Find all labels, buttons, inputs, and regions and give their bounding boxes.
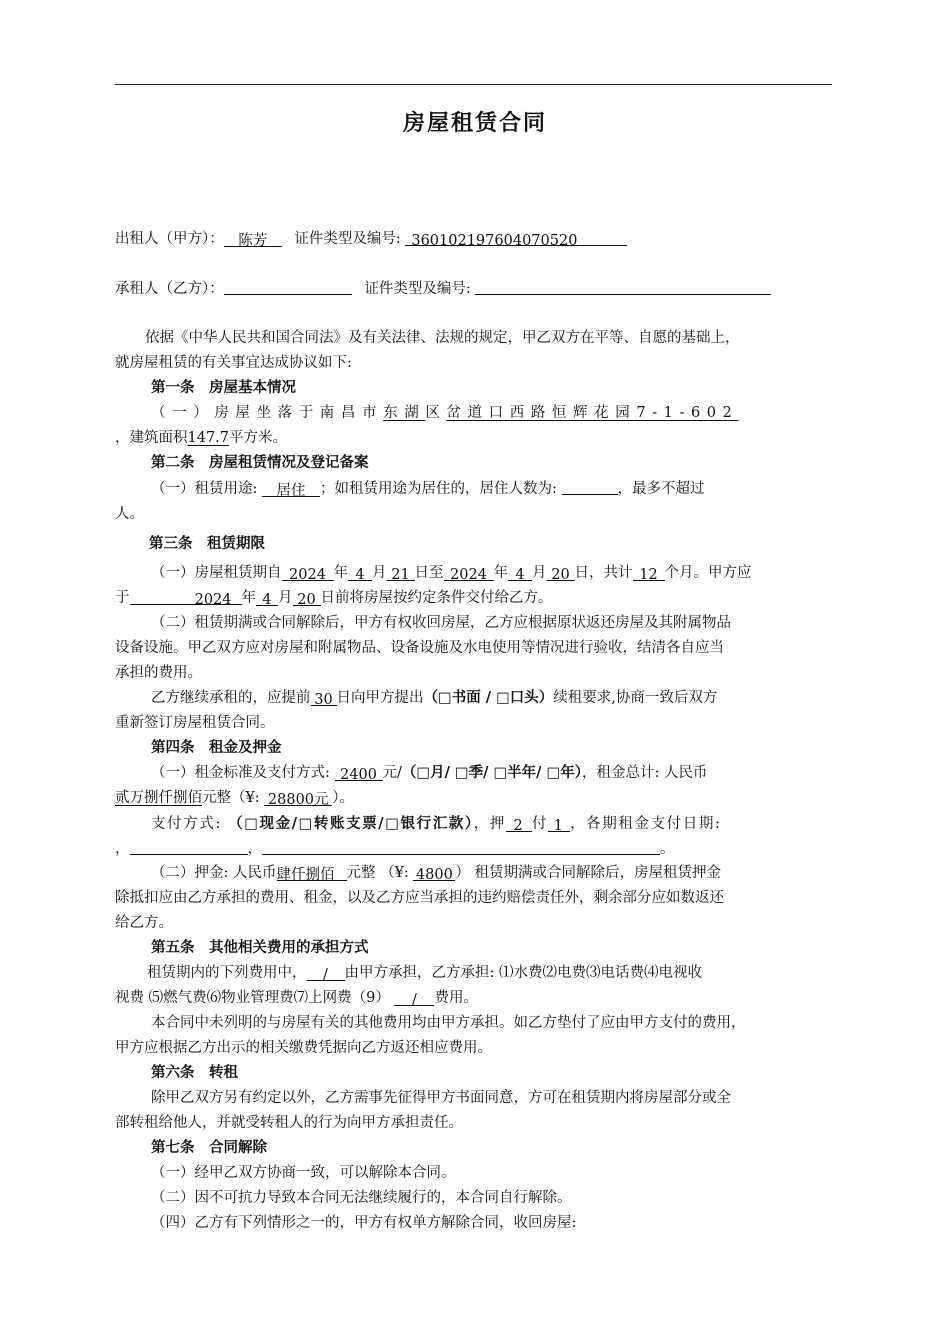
deliver-month-field[interactable]: 4 (256, 589, 278, 606)
address-field[interactable]: 岔道口西路恒辉花园7-1-602 (446, 405, 739, 421)
article-4-heading: 第四条 租金及押金 (151, 739, 282, 756)
lessee-id-field[interactable] (475, 278, 771, 295)
lessor-fees-field[interactable]: / (307, 964, 345, 981)
end-day-field[interactable]: 20 (547, 564, 575, 581)
article-6-body-2: 部转租给他人，并就受转租人的行为向甲方承担责任。 (115, 1115, 463, 1131)
payment-method-options[interactable]: （□现金/□转账支票/□银行汇款） (228, 815, 474, 832)
article-1-location: （一）房屋坐落于南昌市东湖区岔道口西路恒辉花园7-1-602 (151, 405, 739, 421)
article-5-other-1: 本合同中未列明的与房屋有关的其他费用均由甲方承担。如乙方垫付了应由甲方支付的费用， (151, 1015, 746, 1031)
end-month-field[interactable]: 4 (508, 564, 532, 581)
lessor-line: 出租人（甲方）： 陈芳 证件类型及编号: 360102197604070520 (115, 228, 832, 250)
page-title: 房屋租赁合同 (402, 110, 547, 136)
lessor-name-field[interactable]: 陈芳 (224, 230, 282, 247)
article-6-heading: 第六条 转租 (151, 1064, 238, 1081)
article-3-return-1: （二）租赁期满或合同解除后，甲方有权收回房屋，乙方应根据原状返还房屋及其附属物品 (151, 615, 731, 631)
top-rule (115, 84, 832, 85)
months-field[interactable]: 12 (633, 564, 665, 581)
article-5-fees-1: 租赁期内的下列费用中， / 由甲方承担，乙方承担: ⑴水费⑵电费⑶电话费⑷电视收 (147, 965, 702, 983)
pay-months-field[interactable]: 1 (548, 815, 570, 832)
rent-field[interactable]: 2400 (335, 764, 383, 781)
deposit-cn-field[interactable]: 肆仟捌佰 (277, 864, 347, 881)
article-3-renew: 乙方继续承租的，应提前 30 日向甲方提出（□书面 / □口头）续租要求,协商一致后双方 (151, 689, 718, 708)
article-2-cont: 人。 (115, 506, 144, 522)
article-4-total: 贰万捌仟捌佰元整（¥: 28800元 ）。 (115, 790, 354, 808)
other-fee-field[interactable]: / (394, 989, 434, 1006)
article-5-heading: 第五条 其他相关费用的承担方式 (151, 939, 369, 956)
lessee-name-field[interactable] (224, 278, 352, 295)
article-3-return-3: 承担的费用。 (115, 665, 202, 681)
deposit-num-field[interactable]: 4800 (413, 864, 455, 881)
intro-line-1: 依据《中华人民共和国合同法》及有关法律、法规的规定，甲乙双方在平等、自愿的基础上， (145, 330, 740, 346)
intro-line-2: 就房屋租赁的有关事宜达成协议如下: (115, 355, 352, 371)
article-1-heading: 第一条 房屋基本情况 (151, 379, 296, 396)
article-3-delivery: 于 2024 年 4 月 20 日前将房屋按约定条件交付给乙方。 (115, 590, 553, 608)
deposit-months-field[interactable]: 2 (506, 815, 532, 832)
article-5-other-2: 甲方应根据乙方出示的相关缴费凭据向乙方返还相应费用。 (115, 1040, 492, 1056)
rent-period-options[interactable]: （□月/ □季/ □半年/ □年） (401, 764, 582, 781)
article-3-renew-2: 重新签订房屋租赁合同。 (115, 715, 275, 731)
article-4-payment: 支付方式: （□现金/□转账支票/□银行汇款），押 2 付 1 ，各期租金支付日期: (151, 815, 722, 834)
lessor-id-field[interactable]: 360102197604070520 (405, 230, 627, 246)
article-2-heading: 第二条 房屋租赁情况及登记备案 (151, 454, 369, 471)
end-year-field[interactable]: 2024 (444, 564, 494, 581)
article-3-term: （一）房屋租赁期自 2024 年 4 月 21 日至 2024 年 4 月 20 日，共计 12 个月。甲方应 (151, 565, 752, 583)
article-4-rent: （一）租金标准及支付方式: 2400 元/（□月/ □季/ □半年/ □年），租金总计: 人民币 (151, 764, 708, 783)
area-field[interactable]: 147.7 (187, 430, 230, 446)
article-3-return-2: 设备设施。甲乙双方应对房屋和附属物品、设备设施及水电使用等情况进行验收，结清各自应当 (115, 640, 724, 656)
article-2-use: （一）租赁用途: 居住 ；如租赁用途为居住的，居住人数为: ，最多不超过 (115, 478, 832, 500)
pay-date-1-field[interactable] (130, 838, 248, 855)
article-7-item-4: （四）乙方有下列情形之一的，甲方有权单方解除合同，收回房屋: (151, 1215, 577, 1231)
article-4-pay-dates: ， ， 。 (115, 838, 832, 860)
start-day-field[interactable]: 21 (387, 564, 415, 581)
district-field[interactable]: 东湖 (383, 405, 426, 421)
total-num-field[interactable]: 28800元 (264, 789, 332, 806)
deliver-day-field[interactable]: 20 (293, 589, 321, 606)
article-3-heading: 第三条 租赁期限 (149, 535, 265, 552)
article-7-heading: 第七条 合同解除 (151, 1139, 267, 1156)
renew-method-options[interactable]: （□书面 / □口头） (423, 689, 554, 706)
notice-days-field[interactable]: 30 (311, 689, 337, 706)
article-7-item-1: （一）经甲乙双方协商一致，可以解除本合同。 (151, 1165, 456, 1181)
article-7-item-2: （二）因不可抗力导致本合同无法继续履行的，本合同自行解除。 (151, 1190, 572, 1206)
total-cn-field[interactable]: 贰万捌仟捌佰 (115, 790, 202, 806)
occupants-field[interactable] (562, 478, 618, 495)
pay-date-2-field[interactable] (262, 838, 660, 855)
deliver-year-field[interactable]: 2024 (130, 589, 242, 605)
article-5-fees-2: 视费 ⑸燃气费⑹物业管理费⑺上网费（9） / 费用。 (115, 990, 478, 1008)
article-4-deposit: （二）押金: 人民币肆仟捌佰 元整 （¥: 4800 ） 租赁期满或合同解除后，房屋租赁押金 (151, 865, 721, 883)
article-1-area: ，建筑面积147.7平方米。 (115, 430, 288, 446)
article-4-deposit-3: 给乙方。 (115, 915, 173, 931)
article-6-body-1: 除甲乙双方另有约定以外，乙方需事先征得甲方书面同意，方可在租赁期内将房屋部分或全 (151, 1090, 731, 1106)
lessee-line: 承租人（乙方）： 证件类型及编号: (115, 278, 832, 300)
start-year-field[interactable]: 2024 (282, 564, 334, 581)
article-4-deposit-2: 除抵扣应由乙方承担的费用、租金，以及乙方应当承担的违约赔偿责任外，剩余部分应如数返还 (115, 890, 724, 906)
use-field[interactable]: 居住 (262, 480, 320, 497)
start-month-field[interactable]: 4 (348, 564, 372, 581)
